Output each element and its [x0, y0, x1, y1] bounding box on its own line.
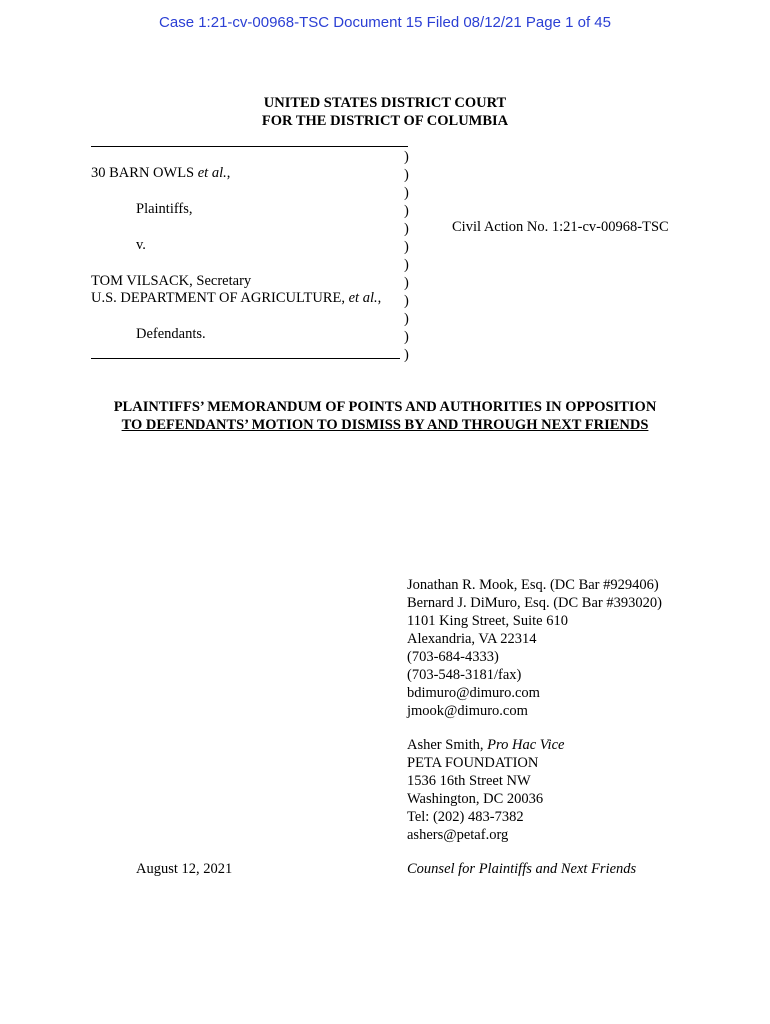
counsel-name-mook: Jonathan R. Mook, Esq. (DC Bar #929406) [407, 577, 659, 593]
defendant-line1: TOM VILSACK, Secretary [91, 273, 252, 289]
smith-name: Asher Smith, [407, 737, 484, 753]
plaintiff-suffix: , [226, 165, 231, 181]
pro-hac-vice: Pro Hac Vice [487, 737, 565, 753]
counsel-phone: (703-684-4333) [407, 649, 499, 665]
counsel-org-street: 1536 16th Street NW [407, 773, 531, 789]
counsel-city: Alexandria, VA 22314 [407, 631, 537, 647]
counsel-org-city: Washington, DC 20036 [407, 791, 544, 807]
counsel-for-text: Counsel for Plaintiffs and Next Friends [407, 861, 637, 877]
counsel-fax: (703-548-3181/fax) [407, 667, 522, 683]
paren: ) [404, 203, 409, 219]
paren: ) [404, 167, 409, 183]
versus: v. [136, 237, 146, 253]
paren: ) [404, 329, 409, 345]
defendants-label: Defendants. [136, 326, 206, 342]
plaintiffs-label: Plaintiffs, [136, 201, 193, 217]
defendant-etal: et al. [348, 290, 378, 306]
filing-date: August 12, 2021 [136, 861, 233, 877]
plaintiff-name-text: 30 BARN OWLS [91, 165, 195, 181]
caption-top-rule [91, 146, 408, 147]
paren: ) [404, 257, 409, 273]
counsel-street: 1101 King Street, Suite 610 [407, 613, 568, 629]
court-heading [0, 94, 770, 130]
paren: ) [404, 311, 409, 327]
counsel-block-peta [407, 736, 564, 844]
paren: ) [404, 185, 409, 201]
counsel-org: PETA FOUNDATION [407, 755, 539, 771]
counsel-name-smith [407, 736, 564, 754]
memorandum-title [0, 398, 770, 434]
civil-action-number: Civil Action No. 1:21-cv-00968-TSC [452, 219, 669, 235]
counsel-org-email: ashers@petaf.org [407, 827, 509, 843]
memorandum-title-line1: PLAINTIFFS’ MEMORANDUM OF POINTS AND AUTHORITIES IN OPPOSITION [113, 399, 657, 415]
paren: ) [404, 149, 409, 165]
case-header-stamp: Case 1:21-cv-00968-TSC Document 15 Filed 08/12/21 Page 1 of 45 [159, 14, 611, 31]
plaintiff-etal: et al. [197, 165, 227, 181]
counsel-block-dimuro [407, 576, 662, 720]
counsel-org-tel: Tel: (202) 483-7382 [407, 809, 524, 825]
caption-parens [404, 148, 409, 364]
memorandum-title-line2: TO DEFENDANTS’ MOTION TO DISMISS BY AND THROUGH NEXT FRIENDS [121, 417, 649, 433]
counsel-email-dimuro: bdimuro@dimuro.com [407, 685, 540, 701]
court-district: FOR THE DISTRICT OF COLUMBIA [261, 113, 509, 129]
paren: ) [404, 293, 409, 309]
counsel-name-dimuro: Bernard J. DiMuro, Esq. (DC Bar #393020) [407, 595, 662, 611]
defendant-suffix: , [377, 290, 382, 306]
paren: ) [404, 239, 409, 255]
paren: ) [404, 347, 409, 363]
court-name: UNITED STATES DISTRICT COURT [263, 95, 507, 111]
paren: ) [404, 275, 409, 291]
plaintiff-name [91, 165, 230, 182]
paren: ) [404, 221, 409, 237]
counsel-email-mook: jmook@dimuro.com [407, 703, 528, 719]
defendant-line2 [91, 290, 381, 307]
defendant-agency: U.S. DEPARTMENT OF AGRICULTURE, [91, 290, 345, 306]
counsel-for-line [407, 861, 636, 878]
caption-bottom-rule [91, 358, 400, 359]
